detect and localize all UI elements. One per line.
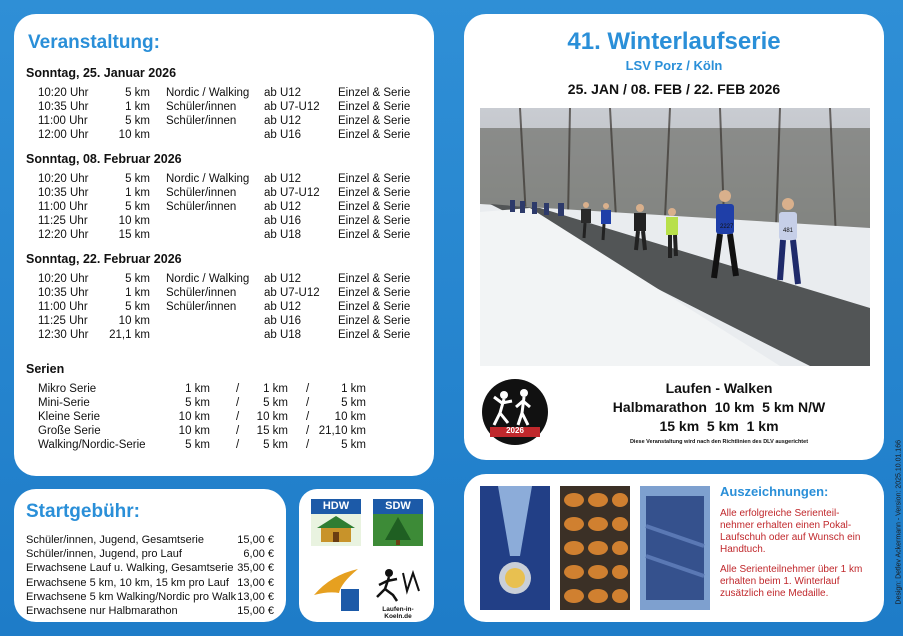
- schedule-cell: ab U18: [264, 329, 302, 341]
- schedule-cell: Einzel & Serie: [338, 287, 411, 299]
- schedule-cell: 10:20 Uhr: [38, 87, 89, 99]
- fee-label: Erwachsene nur Halbmarathon: [26, 604, 178, 617]
- series-cell: 1 km: [341, 383, 366, 395]
- schedule-cell: 5 km: [125, 173, 150, 185]
- schedule-cell: Einzel & Serie: [338, 329, 411, 341]
- fee-amount: 6,00 €: [243, 548, 274, 561]
- schedule-cell: Einzel & Serie: [338, 173, 411, 185]
- schedule-cell: ab U7-U12: [264, 187, 320, 199]
- bib-1: 2227: [720, 224, 734, 230]
- day-title: Sonntag, 22. Februar 2026: [26, 252, 182, 266]
- shoe-trophy-photo: [560, 486, 630, 610]
- towel-illustration: [640, 486, 710, 610]
- day-title: Sonntag, 25. Januar 2026: [26, 66, 177, 80]
- schedule-cell: ab U12: [264, 173, 302, 185]
- schedule-cell: Einzel & Serie: [338, 87, 411, 99]
- day-group: [26, 152, 426, 242]
- race-photo-illustration: [480, 108, 870, 366]
- schedule-cell: Nordic / Walking: [166, 173, 250, 185]
- schedule-cell: ab U16: [264, 215, 302, 227]
- series-row: [26, 424, 426, 438]
- schedule-cell: Einzel & Serie: [338, 101, 411, 113]
- schedule-cell: 5 km: [125, 87, 150, 99]
- series-block: [26, 362, 426, 452]
- schedule-row: [26, 300, 426, 314]
- awards-panel: [464, 474, 884, 622]
- schedule-cell: Schüler/innen: [166, 287, 237, 299]
- tree-icon: [373, 514, 423, 546]
- fee-label: Schüler/innen, Jugend, Gesamtserie: [26, 534, 204, 546]
- schedule-cell: 10 km: [118, 315, 150, 327]
- schedule-cell: Schüler/innen: [166, 187, 237, 199]
- series-cell: /: [306, 425, 310, 437]
- schedule-cell: 10:20 Uhr: [38, 273, 89, 285]
- house-icon: [311, 514, 361, 546]
- fee-heading: Startgebühr:: [26, 501, 140, 522]
- fee-label: Erwachsene 5 km Walking/Nordic pro Walk: [26, 590, 237, 603]
- schedule-cell: 1 km: [125, 187, 150, 199]
- fee-label: Schüler/innen, Jugend, pro Lauf: [26, 548, 182, 561]
- series-cell: Walking/Nordic-Serie: [38, 439, 146, 451]
- series-cell: 5 km: [185, 397, 210, 409]
- schedule-cell: 1 km: [125, 287, 150, 299]
- awards-text-2: Alle Serienteilnehmer über 1 km erhalten beim 1. Winterlauf zusätzlich eine Medaille.: [720, 564, 863, 599]
- hero-panel: [464, 14, 884, 460]
- schedule-row: [26, 172, 426, 186]
- series-cell: /: [236, 439, 240, 451]
- shoe-trophies: [560, 486, 630, 610]
- schedule-cell: 5 km: [125, 273, 150, 285]
- schedule-cell: ab U12: [264, 273, 302, 285]
- discipline-line3: 15 km 5 km 1 km: [659, 418, 779, 434]
- schedule-cell: ab U16: [264, 129, 302, 141]
- discipline-line2: Halbmarathon 10 km 5 km N/W: [612, 399, 826, 415]
- schedule-cell: 10:35 Uhr: [38, 187, 89, 199]
- schedule-cell: 15 km: [118, 229, 150, 241]
- schedule-cell: Nordic / Walking: [166, 87, 250, 99]
- schedule-row: [26, 114, 426, 128]
- series-title: 41. Winterlaufserie: [567, 28, 781, 55]
- design-credit: Design: Detlev Ackermann - Version: 2025.10.01.166: [896, 440, 903, 605]
- schedule-row: [26, 186, 426, 200]
- medal-illustration: [480, 486, 550, 610]
- schedule-cell: 11:00 Uhr: [38, 201, 88, 213]
- series-cell: Kleine Serie: [38, 411, 101, 423]
- fee-row: [26, 547, 274, 561]
- schedule-cell: 10:35 Uhr: [38, 287, 89, 299]
- series-row: [26, 396, 426, 410]
- schedule: [26, 66, 426, 352]
- laufen-logo: [369, 565, 427, 620]
- schedule-row: [26, 328, 426, 342]
- series-cell: 5 km: [263, 439, 288, 451]
- series-title: Serien: [26, 362, 65, 376]
- club-name: LSV Porz / Köln: [625, 58, 723, 73]
- fee-label: Erwachsene 5 km, 10 km, 15 km pro Lauf: [26, 576, 229, 589]
- badge-year: 2026: [506, 426, 524, 435]
- fee-amount: 13,00 €: [237, 576, 274, 589]
- hdw-logo-text: HDW: [311, 499, 361, 514]
- sponsor-panel: [299, 489, 434, 622]
- schedule-cell: Schüler/innen: [166, 301, 237, 313]
- schedule-cell: 10:35 Uhr: [38, 101, 89, 113]
- schedule-cell: ab U12: [264, 201, 302, 213]
- schedule-cell: 11:25 Uhr: [38, 315, 88, 327]
- schedule-row: [26, 200, 426, 214]
- schedule-cell: Nordic / Walking: [166, 273, 250, 285]
- schedule-cell: Einzel & Serie: [338, 273, 411, 285]
- sdw-logo-text: SDW: [373, 499, 423, 514]
- fee-list: [26, 533, 274, 618]
- schedule-cell: Einzel & Serie: [338, 315, 411, 327]
- fee-row: [26, 533, 274, 547]
- series-row: [26, 382, 426, 396]
- series-cell: /: [306, 439, 310, 451]
- fee-label: Erwachsene Lauf u. Walking, Gesamtserie: [26, 562, 234, 575]
- event-badge: [482, 379, 548, 445]
- bird-icon: [311, 565, 361, 611]
- schedule-row: [26, 286, 426, 300]
- schedule-cell: ab U18: [264, 229, 302, 241]
- awards-heading: Auszeichnungen:: [720, 484, 829, 499]
- schedule-row: [26, 128, 426, 142]
- schedule-row: [26, 214, 426, 228]
- series-row: [26, 438, 426, 452]
- medal-photo: [480, 486, 550, 610]
- schedule-cell: 10 km: [118, 215, 150, 227]
- event-panel: [14, 14, 434, 476]
- series-cell: 10 km: [178, 425, 210, 437]
- runner-icon: [369, 565, 427, 601]
- schedule-cell: ab U7-U12: [264, 287, 320, 299]
- awards-text-1: Alle erfolgreiche Serienteil-nehmer erhalten einen Pokal-Laufschuh oder auf Wunsch ein Handtuch.: [720, 508, 861, 555]
- series-cell: /: [236, 411, 240, 423]
- schedule-cell: 10 km: [118, 129, 150, 141]
- laufen-logo-text: Laufen-in-Koeln.de: [382, 606, 414, 620]
- schedule-cell: 10:20 Uhr: [38, 173, 89, 185]
- fee-row: [26, 561, 274, 575]
- schedule-cell: Einzel & Serie: [338, 201, 411, 213]
- schedule-cell: 12:20 Uhr: [38, 229, 89, 241]
- fee-amount: 15,00 €: [237, 604, 274, 617]
- schedule-cell: 21,1 km: [109, 329, 150, 341]
- schedule-cell: 12:30 Uhr: [38, 329, 89, 341]
- schedule-cell: ab U12: [264, 87, 302, 99]
- schedule-cell: ab U7-U12: [264, 101, 320, 113]
- schedule-cell: 5 km: [125, 115, 150, 127]
- event-dates: 25. JAN / 08. FEB / 22. FEB 2026: [567, 81, 781, 97]
- series-cell: /: [306, 383, 310, 395]
- schedule-row: [26, 100, 426, 114]
- schedule-cell: Einzel & Serie: [338, 115, 411, 127]
- series-cell: 5 km: [341, 439, 366, 451]
- schedule-row: [26, 228, 426, 242]
- schedule-cell: Schüler/innen: [166, 115, 237, 127]
- fee-row: [26, 576, 274, 590]
- fee-amount: 15,00 €: [237, 534, 274, 546]
- schedule-cell: ab U12: [264, 115, 302, 127]
- fee-row: [26, 604, 274, 618]
- fee-amount: 35,00 €: [237, 562, 274, 575]
- series-cell: /: [306, 411, 310, 423]
- schedule-row: [26, 272, 426, 286]
- schedule-cell: 1 km: [125, 101, 150, 113]
- series-cell: 5 km: [341, 397, 366, 409]
- towel-photo: [640, 486, 710, 610]
- schedule-cell: ab U12: [264, 301, 302, 313]
- fee-row: [26, 590, 274, 604]
- series-cell: Mikro Serie: [38, 383, 97, 395]
- schedule-cell: Einzel & Serie: [338, 129, 411, 141]
- schedule-cell: 5 km: [125, 301, 150, 313]
- series-cell: 10 km: [256, 411, 288, 423]
- day-group: [26, 252, 426, 342]
- hdw-logo: [311, 499, 361, 549]
- schedule-cell: Einzel & Serie: [338, 301, 411, 313]
- dlv-note: Diese Veranstaltung wird nach den Richtlinien des DLV ausgerichtet: [629, 439, 809, 445]
- series-cell: 10 km: [334, 411, 366, 423]
- series-cell: 15 km: [256, 425, 288, 437]
- schedule-cell: 5 km: [125, 201, 150, 213]
- sdw-logo: [373, 499, 423, 549]
- discipline-line1: Laufen - Walken: [665, 380, 773, 396]
- series-cell: 5 km: [263, 397, 288, 409]
- series-cell: 5 km: [185, 439, 210, 451]
- series-cell: 10 km: [178, 411, 210, 423]
- schedule-cell: Einzel & Serie: [338, 215, 411, 227]
- schedule-cell: 12:00 Uhr: [38, 129, 89, 141]
- fee-amount: 13,00 €: [237, 590, 274, 603]
- schedule-cell: 11:00 Uhr: [38, 115, 88, 127]
- schedule-cell: 11:25 Uhr: [38, 215, 88, 227]
- schedule-row: [26, 86, 426, 100]
- schedule-cell: ab U16: [264, 315, 302, 327]
- series-cell: /: [236, 397, 240, 409]
- schedule-row: [26, 314, 426, 328]
- schedule-cell: Einzel & Serie: [338, 187, 411, 199]
- race-photo: [480, 108, 870, 366]
- series-cell: /: [236, 425, 240, 437]
- event-heading: Veranstaltung:: [28, 32, 160, 53]
- series-cell: 1 km: [263, 383, 288, 395]
- series-cell: Große Serie: [38, 425, 101, 437]
- fee-panel: [14, 489, 286, 622]
- walker-runner-icon: [482, 379, 548, 445]
- schedule-cell: Schüler/innen: [166, 201, 237, 213]
- bib-2: 481: [783, 228, 794, 234]
- schedule-cell: Schüler/innen: [166, 101, 237, 113]
- series-cell: /: [236, 383, 240, 395]
- schedule-cell: 11:00 Uhr: [38, 301, 88, 313]
- series-cell: 21,10 km: [318, 425, 366, 437]
- series-row: [26, 410, 426, 424]
- series-cell: /: [306, 397, 310, 409]
- schedule-cell: Einzel & Serie: [338, 229, 411, 241]
- day-title: Sonntag, 08. Februar 2026: [26, 152, 182, 166]
- bird-logo: [311, 565, 361, 611]
- series-cell: 1 km: [185, 383, 210, 395]
- day-group: [26, 66, 426, 142]
- series-cell: Mini-Serie: [38, 397, 90, 409]
